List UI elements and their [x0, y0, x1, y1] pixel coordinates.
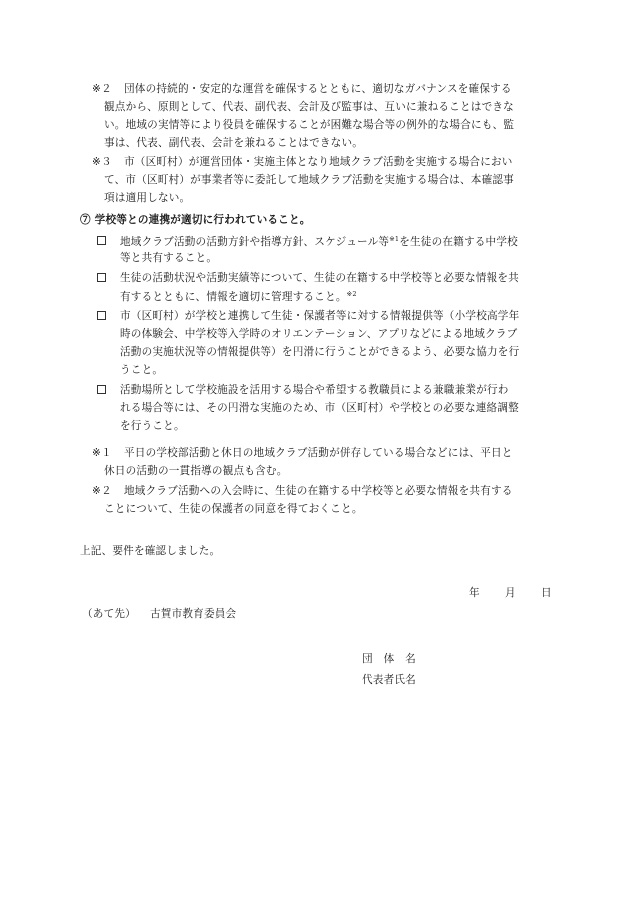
note-mark: ※２ — [92, 83, 112, 95]
addressee-label: （あて先） — [82, 608, 136, 620]
org-name-label: 団 体 名 — [362, 653, 416, 665]
checkbox[interactable] — [97, 385, 106, 394]
item-text: 地域クラブ活動の活動方針や指導方針、スケジュール等 — [120, 236, 390, 248]
note-line: 市（区町村）が運営団体・実施主体となり地域クラブ活動を実施する場合におい — [124, 156, 513, 168]
item-line: うこと。 — [120, 364, 164, 376]
item-line: 市（区町村）が学校と連携して生徒・保護者等に対する情報提供等（小学校高学年 — [120, 310, 520, 322]
item-line: を行うこと。 — [120, 420, 185, 432]
section-heading: ⑦ 学校等との連携が適切に行われていること。 — [80, 214, 311, 226]
note-line: 地域クラブ活動への入会時に、生徒の在籍する中学校等と必要な情報を共有する — [124, 485, 513, 497]
note-mark: ※３ — [92, 156, 112, 168]
item-line — [120, 291, 357, 303]
item-line: 活動場所として学校施設を活用する場合や希望する教職員による兼職兼業が行わ — [120, 384, 509, 396]
item-text: 有するとともに、情報を適切に管理すること。 — [120, 291, 347, 303]
note-line: 休日の活動の一貫指導の観点も含む。 — [104, 465, 288, 477]
item-line: 生徒の活動状況や活動実績等について、生徒の在籍する中学校等と必要な情報を共 — [120, 272, 519, 284]
footnote-ref: ※1 — [389, 235, 400, 243]
date-month: 月 — [505, 587, 516, 599]
note-line: い。地域の実情等により役員を確保することが困難な場合等の例外的な場合にも、監 — [104, 119, 515, 131]
item-line: 活動の実施状況等の情報提供等）を円滑に行うことができるよう、必要な協力を行 — [120, 346, 520, 358]
rep-name-label: 代表者氏名 — [362, 674, 416, 686]
item-line: 時の体験会、中学校等入学時のオリエンテーション、アプリなどによる地域クラブ — [120, 328, 518, 340]
note-line: 観点から、原則として、代表、副代表、会計及び監事は、互いに兼ねることはできな — [104, 101, 514, 113]
note-mark: ※２ — [92, 485, 112, 497]
addressee-name: 古賀市教育委員会 — [150, 608, 237, 620]
note-line: 事は、代表、副代表、会計を兼ねることはできない。 — [104, 137, 364, 149]
date-day: 日 — [541, 587, 552, 599]
note-line: て、市（区町村）が事業者等に委託して地域クラブ活動を実施する場合は、本確認事 — [104, 174, 514, 186]
note-mark: ※１ — [92, 447, 112, 459]
date-year: 年 — [469, 587, 480, 599]
checkbox[interactable] — [97, 273, 106, 282]
item-line: 等と共有すること。 — [120, 252, 218, 264]
item-line — [120, 236, 518, 248]
checkbox[interactable] — [97, 311, 106, 320]
note-line: 平日の学校部活動と休日の地域クラブ活動が併存している場合などには、平日と — [124, 447, 513, 459]
checkbox[interactable] — [97, 236, 106, 245]
item-line: れる場合等には、その円滑な実施のため、市（区町村）や学校との必要な連絡調整 — [120, 402, 519, 414]
note-line: ことについて、生徒の保護者の同意を得ておくこと。 — [104, 503, 363, 515]
note-line: 団体の持続的・安定的な運営を確保するとともに、適切なガバナンスを確保する — [124, 83, 512, 95]
note-line: 項は適用しない。 — [104, 192, 191, 204]
item-text: を生徒の在籍する中学校 — [399, 236, 518, 248]
confirm-text: 上記、要件を確認しました。 — [80, 545, 221, 557]
footnote-ref: ※2 — [346, 290, 357, 298]
